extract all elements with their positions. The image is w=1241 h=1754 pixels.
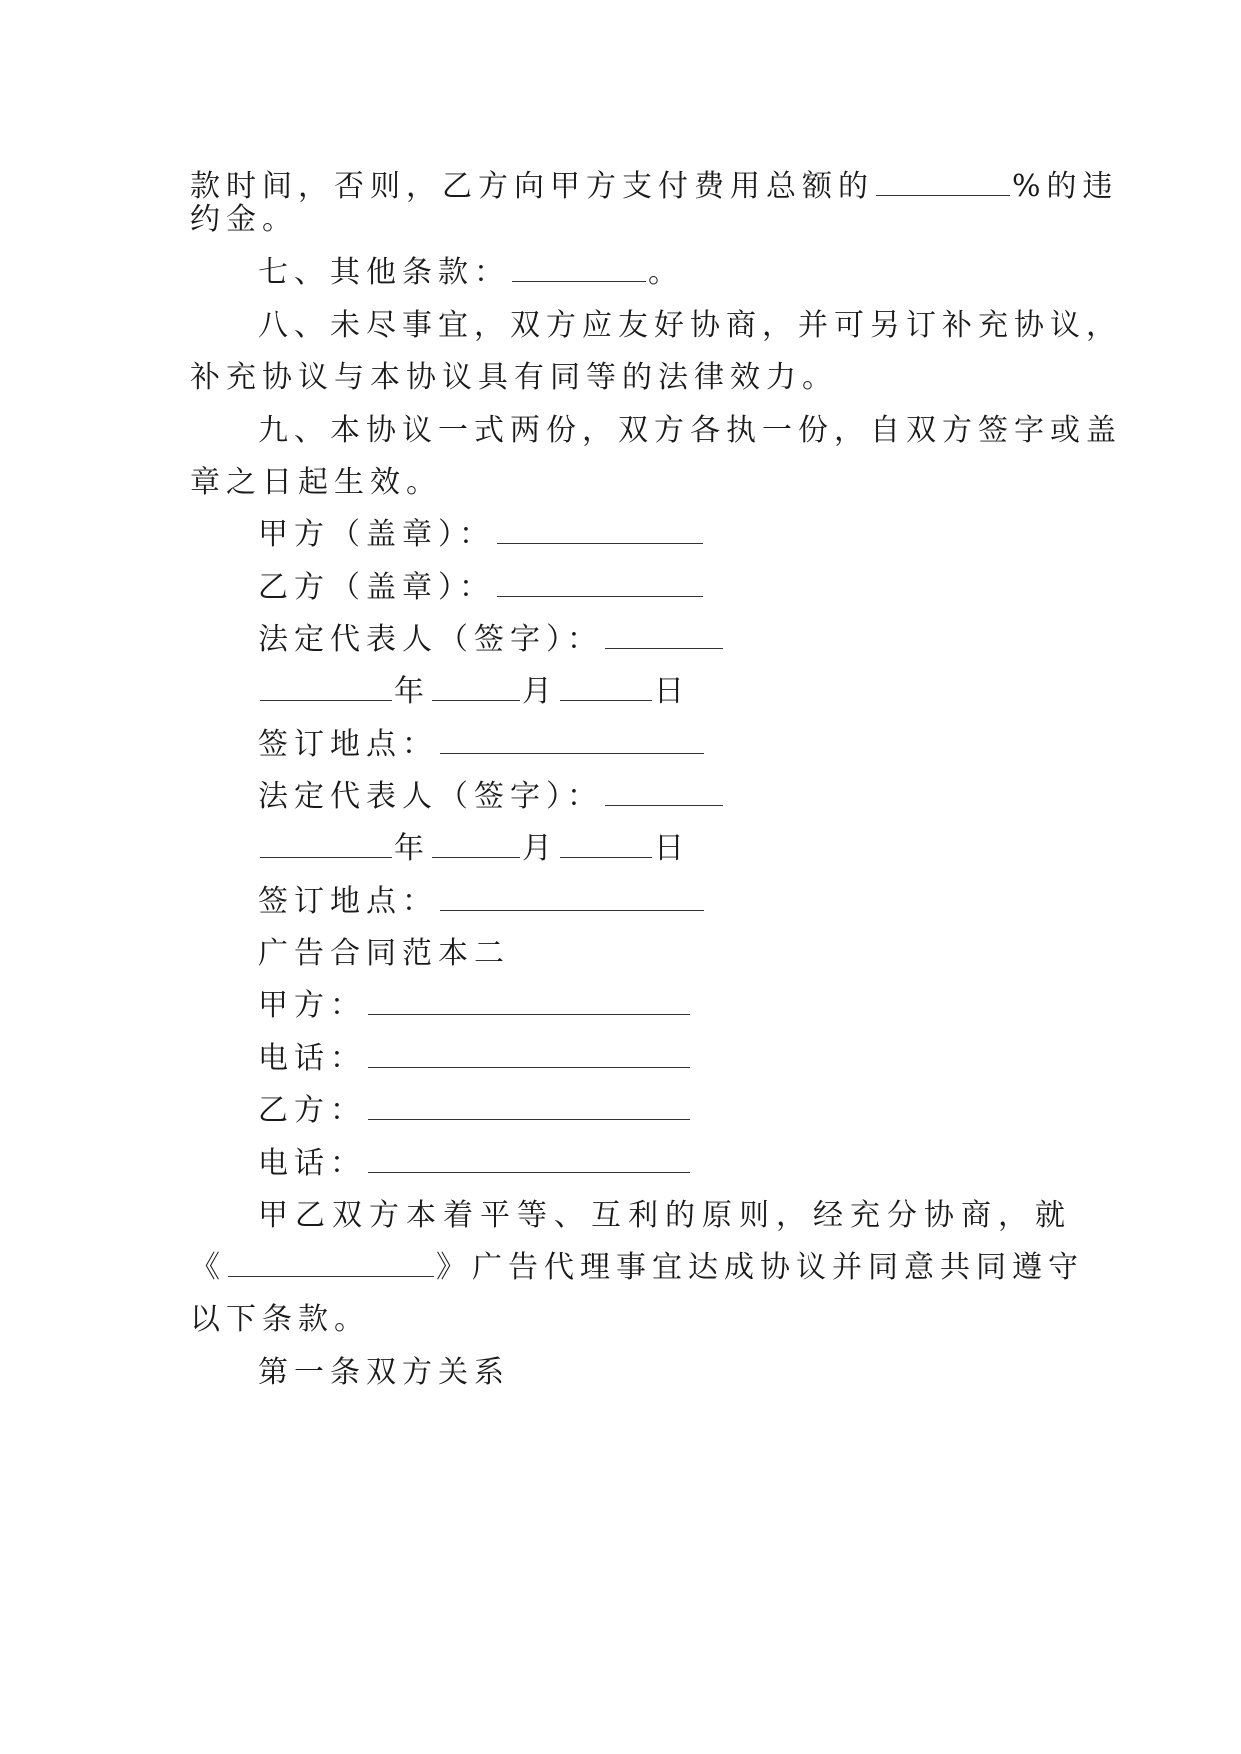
clause-8-line-1: 八、未尽事宜，双方应友好协商，并可另订补充协议， bbox=[258, 308, 1122, 343]
label: 乙方： bbox=[258, 1093, 366, 1128]
text: 七、其他条款： bbox=[258, 255, 510, 290]
label: 签订地点： bbox=[258, 884, 438, 919]
blank-other-terms[interactable] bbox=[512, 253, 646, 282]
blank-legal-rep-2[interactable] bbox=[605, 777, 723, 806]
blank-day-2[interactable] bbox=[560, 829, 652, 858]
legal-rep-1 bbox=[258, 620, 725, 660]
blank-party-a-seal[interactable] bbox=[497, 515, 703, 544]
text: 》广告代理事宜达成协议并同意共同遵守 bbox=[436, 1250, 1084, 1285]
label: 电话： bbox=[258, 1041, 366, 1076]
label: 甲方（盖章）： bbox=[258, 517, 495, 552]
date-2 bbox=[258, 829, 690, 869]
clause-9-line-1: 九、本协议一式两份，双方各执一份，自双方签字或盖 bbox=[258, 413, 1122, 448]
text: 日 bbox=[654, 674, 690, 709]
blank-legal-rep-1[interactable] bbox=[605, 620, 723, 649]
blank-project-name[interactable] bbox=[228, 1248, 434, 1277]
text: 年 bbox=[394, 831, 430, 866]
blank-month-1[interactable] bbox=[432, 672, 520, 701]
blank-party-b[interactable] bbox=[368, 1091, 690, 1120]
section-title: 广告合同范本二 bbox=[258, 936, 510, 971]
phone-b-field bbox=[258, 1144, 692, 1184]
party-b-field bbox=[258, 1091, 692, 1131]
blank-penalty-percent[interactable] bbox=[876, 167, 1010, 196]
party-a-field bbox=[258, 986, 692, 1026]
party-a-seal bbox=[258, 515, 705, 555]
clause-8-line-2: 补充协议与本协议具有同等的法律效力。 bbox=[190, 360, 838, 395]
agreement-intro-line-2 bbox=[190, 1248, 1084, 1288]
agreement-intro-line-1: 甲乙双方本着平等、互利的原则，经充分协商，就 bbox=[258, 1198, 1072, 1233]
article-1-heading: 第一条双方关系 bbox=[258, 1355, 510, 1390]
text: 《 bbox=[190, 1250, 226, 1285]
blank-party-b-seal[interactable] bbox=[497, 568, 703, 597]
blank-phone-b[interactable] bbox=[368, 1144, 690, 1173]
legal-rep-2 bbox=[258, 777, 725, 817]
place-2 bbox=[258, 882, 706, 922]
blank-year-2[interactable] bbox=[260, 829, 392, 858]
label: 乙方（盖章）： bbox=[258, 570, 495, 605]
blank-party-a[interactable] bbox=[368, 986, 690, 1015]
label: 法定代表人（签字）： bbox=[258, 779, 603, 814]
blank-place-1[interactable] bbox=[440, 725, 704, 754]
text: 款时间，否则，乙方向甲方支付费用总额的 bbox=[190, 169, 874, 204]
place-1 bbox=[258, 725, 706, 765]
label: 电话： bbox=[258, 1146, 366, 1181]
text: 。 bbox=[648, 255, 684, 290]
label: 甲方： bbox=[258, 988, 366, 1023]
blank-month-2[interactable] bbox=[432, 829, 520, 858]
party-b-seal bbox=[258, 568, 705, 608]
blank-day-1[interactable] bbox=[560, 672, 652, 701]
text: 月 bbox=[522, 831, 558, 866]
label: 法定代表人（签字）： bbox=[258, 622, 603, 657]
phone-a-field bbox=[258, 1039, 692, 1079]
blank-place-2[interactable] bbox=[440, 882, 704, 911]
paragraph-penalty-line-2: 约金。 bbox=[190, 202, 298, 237]
clause-7 bbox=[258, 253, 684, 293]
text: 日 bbox=[654, 831, 690, 866]
agreement-intro-line-3: 以下条款。 bbox=[190, 1302, 370, 1337]
paragraph-penalty-line-1 bbox=[190, 167, 1119, 207]
blank-year-1[interactable] bbox=[260, 672, 392, 701]
text: %的违 bbox=[1012, 169, 1119, 204]
clause-9-line-2: 章之日起生效。 bbox=[190, 465, 442, 500]
date-1 bbox=[258, 672, 690, 712]
text: 月 bbox=[522, 674, 558, 709]
label: 签订地点： bbox=[258, 727, 438, 762]
blank-phone-a[interactable] bbox=[368, 1039, 690, 1068]
text: 年 bbox=[394, 674, 430, 709]
